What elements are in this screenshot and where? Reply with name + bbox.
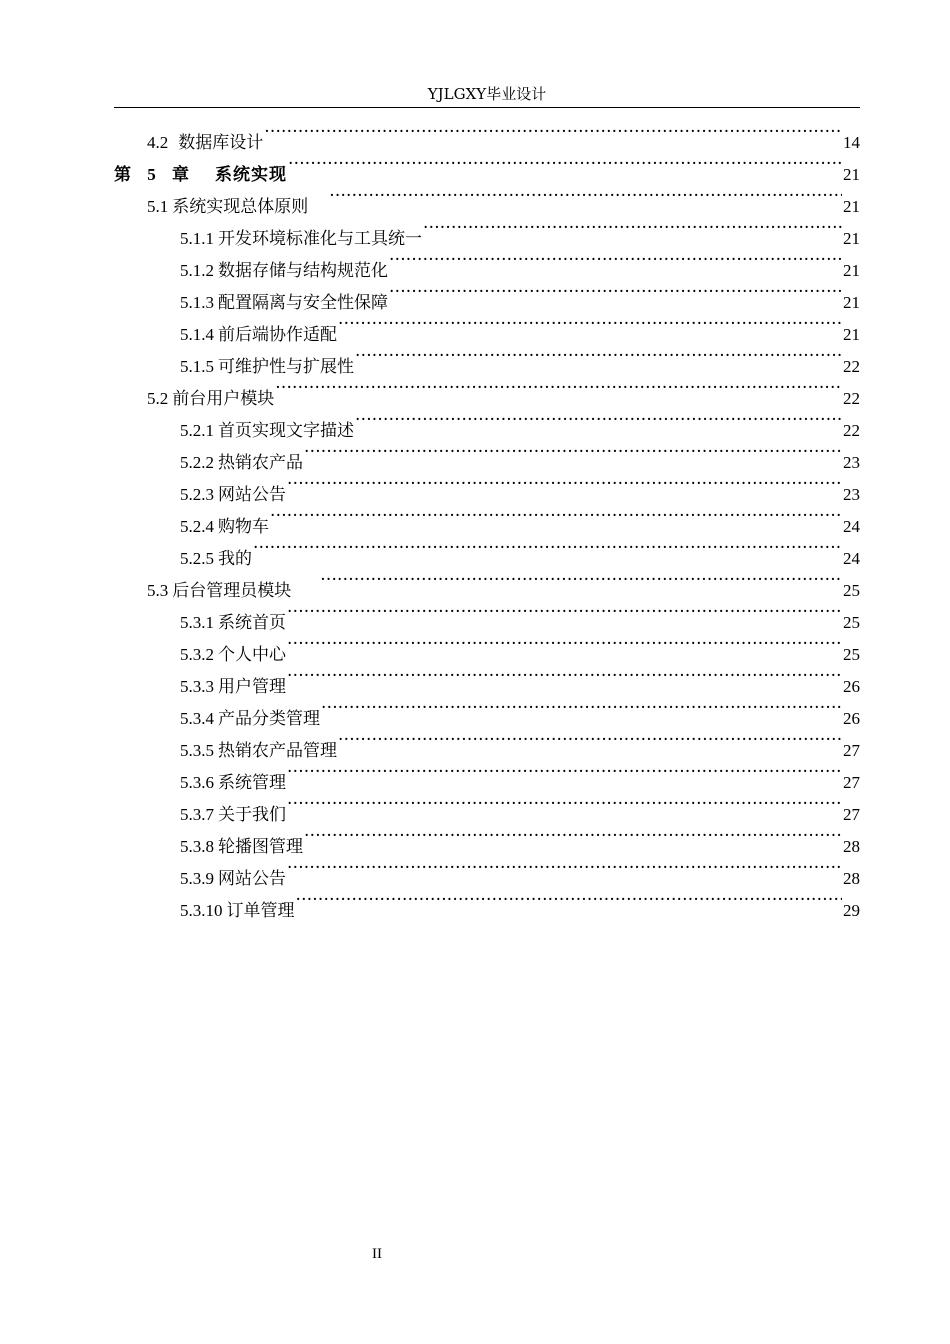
toc-entry-page: 21 xyxy=(843,165,860,184)
toc-entry-page: 21 xyxy=(843,293,860,312)
toc-entry-title: 前后端协作适配 xyxy=(218,325,337,345)
toc-entry-title: 我的 xyxy=(218,549,252,569)
page-header: YJLGXY毕业设计 xyxy=(427,85,547,103)
toc-entry-page: 27 xyxy=(843,805,860,824)
toc-entry-number: 5.3.9 xyxy=(180,869,214,888)
toc-entry-number: 5.2 xyxy=(147,389,169,408)
toc-entry-number: 第 5 章 xyxy=(114,165,195,184)
toc-entry-number: 5.1.3 xyxy=(180,293,214,312)
toc-entry-page: 21 xyxy=(843,229,860,248)
toc-dot-leader xyxy=(287,468,842,500)
toc-entry-title: 数据库设计 xyxy=(178,133,264,153)
toc-dot-leader xyxy=(304,820,842,852)
toc-entry-number: 5.1 xyxy=(147,197,169,216)
toc-entry-number: 5.3.1 xyxy=(180,613,214,632)
page-number: II xyxy=(372,1246,382,1262)
toc-entry-title: 产品分类管理 xyxy=(218,709,320,729)
toc-dot-leader xyxy=(287,660,842,692)
toc-entry-number: 5.1.1 xyxy=(180,229,214,248)
toc-entry-page: 26 xyxy=(843,709,860,728)
toc-entry-number: 5.3.8 xyxy=(180,837,214,856)
toc-entry-number: 5.3.5 xyxy=(180,741,214,760)
toc-entry-page: 29 xyxy=(843,901,860,920)
toc-entry-title: 开发环境标准化与工具统一 xyxy=(218,229,422,249)
toc-entry-number: 5.3.7 xyxy=(180,805,214,824)
toc-dot-leader xyxy=(304,436,842,468)
toc-entry-title: 轮播图管理 xyxy=(218,837,303,857)
toc-dot-leader xyxy=(253,532,842,564)
toc-entry-page: 28 xyxy=(843,837,860,856)
toc-entry-title: 后台管理员模块 xyxy=(172,581,292,601)
toc-entry-title: 系统管理 xyxy=(218,773,286,793)
toc-entry-title: 数据存储与结构规范化 xyxy=(218,261,388,281)
toc-entry-number: 5.1.2 xyxy=(180,261,214,280)
toc-entry-number: 5.1.4 xyxy=(180,325,214,344)
toc-entry-number: 5.2.1 xyxy=(180,421,214,440)
toc-entry-page: 24 xyxy=(843,517,860,536)
toc-dot-leader xyxy=(287,788,842,820)
toc-entry[interactable] xyxy=(114,116,860,153)
toc-dot-leader xyxy=(275,372,842,404)
toc-entry-title: 购物车 xyxy=(218,517,269,537)
toc-entry-number: 5.3.2 xyxy=(180,645,214,664)
toc-entry-title: 系统实现总体原则 xyxy=(172,197,309,217)
toc-dot-leader xyxy=(270,500,842,532)
toc-entry-title: 订单管理 xyxy=(226,901,295,921)
toc-entry-page: 24 xyxy=(843,549,860,568)
toc-dot-leader xyxy=(355,404,842,436)
header-rule xyxy=(114,107,860,108)
toc-entry-title: 热销农产品管理 xyxy=(218,741,337,761)
table-of-contents xyxy=(114,116,860,921)
toc-dot-leader xyxy=(264,116,842,148)
toc-entry-number: 5.2.4 xyxy=(180,517,214,536)
toc-entry-page: 21 xyxy=(843,197,860,216)
toc-entry-number: 5.2.3 xyxy=(180,485,214,504)
toc-entry-title: 关于我们 xyxy=(218,805,286,825)
toc-entry-page: 25 xyxy=(843,645,860,664)
toc-entry-page: 27 xyxy=(843,741,860,760)
toc-entry-number: 5.2.2 xyxy=(180,453,214,472)
toc-dot-leader xyxy=(338,308,842,340)
toc-entry-page: 26 xyxy=(843,677,860,696)
toc-entry-title: 系统实现 xyxy=(215,165,287,185)
toc-entry-title: 热销农产品 xyxy=(218,453,303,473)
toc-entry-number: 5.3.3 xyxy=(180,677,214,696)
toc-entry-page: 28 xyxy=(843,869,860,888)
toc-entry-page: 23 xyxy=(843,453,860,472)
toc-entry-number: 5.3.10 xyxy=(180,901,223,920)
toc-entry-title: 用户管理 xyxy=(218,677,286,697)
toc-dot-leader xyxy=(287,596,842,628)
toc-dot-leader xyxy=(321,692,842,724)
toc-entry-title: 配置隔离与安全性保障 xyxy=(218,293,388,313)
toc-entry-page: 22 xyxy=(843,357,860,376)
toc-entry-page: 22 xyxy=(843,421,860,440)
toc-entry-title: 个人中心 xyxy=(218,645,286,665)
toc-entry-number: 5.1.5 xyxy=(180,357,214,376)
toc-dot-leader xyxy=(389,244,842,276)
toc-entry-page: 25 xyxy=(843,581,860,600)
toc-entry-number: 4.2 xyxy=(147,133,169,152)
toc-entry-page: 23 xyxy=(843,485,860,504)
toc-entry-page: 27 xyxy=(843,773,860,792)
toc-dot-leader xyxy=(338,724,842,756)
toc-dot-leader xyxy=(288,148,842,180)
toc-entry-number: 5.2.5 xyxy=(180,549,214,568)
toc-entry-page: 14 xyxy=(843,133,860,152)
toc-entry-page: 25 xyxy=(843,613,860,632)
toc-entry-page: 21 xyxy=(843,261,860,280)
toc-entry-page: 21 xyxy=(843,325,860,344)
toc-dot-leader xyxy=(329,180,842,212)
toc-entry-number: 5.3 xyxy=(147,581,169,600)
toc-entry-title: 前台用户模块 xyxy=(172,389,275,409)
toc-entry-title: 首页实现文字描述 xyxy=(218,421,354,441)
toc-dot-leader xyxy=(423,212,842,244)
toc-entry-page: 22 xyxy=(843,389,860,408)
toc-dot-leader xyxy=(389,276,842,308)
toc-entry-title: 可维护性与扩展性 xyxy=(218,357,354,377)
toc-entry-title: 系统首页 xyxy=(218,613,286,633)
toc-entry-number: 5.3.4 xyxy=(180,709,214,728)
toc-dot-leader xyxy=(287,628,842,660)
toc-dot-leader xyxy=(355,340,842,372)
toc-dot-leader xyxy=(320,564,842,596)
toc-dot-leader xyxy=(287,852,842,884)
toc-entry-number: 5.3.6 xyxy=(180,773,214,792)
toc-entry-title: 网站公告 xyxy=(218,869,286,889)
toc-dot-leader xyxy=(287,756,842,788)
toc-entry-title: 网站公告 xyxy=(218,485,286,505)
toc-dot-leader xyxy=(296,884,843,916)
